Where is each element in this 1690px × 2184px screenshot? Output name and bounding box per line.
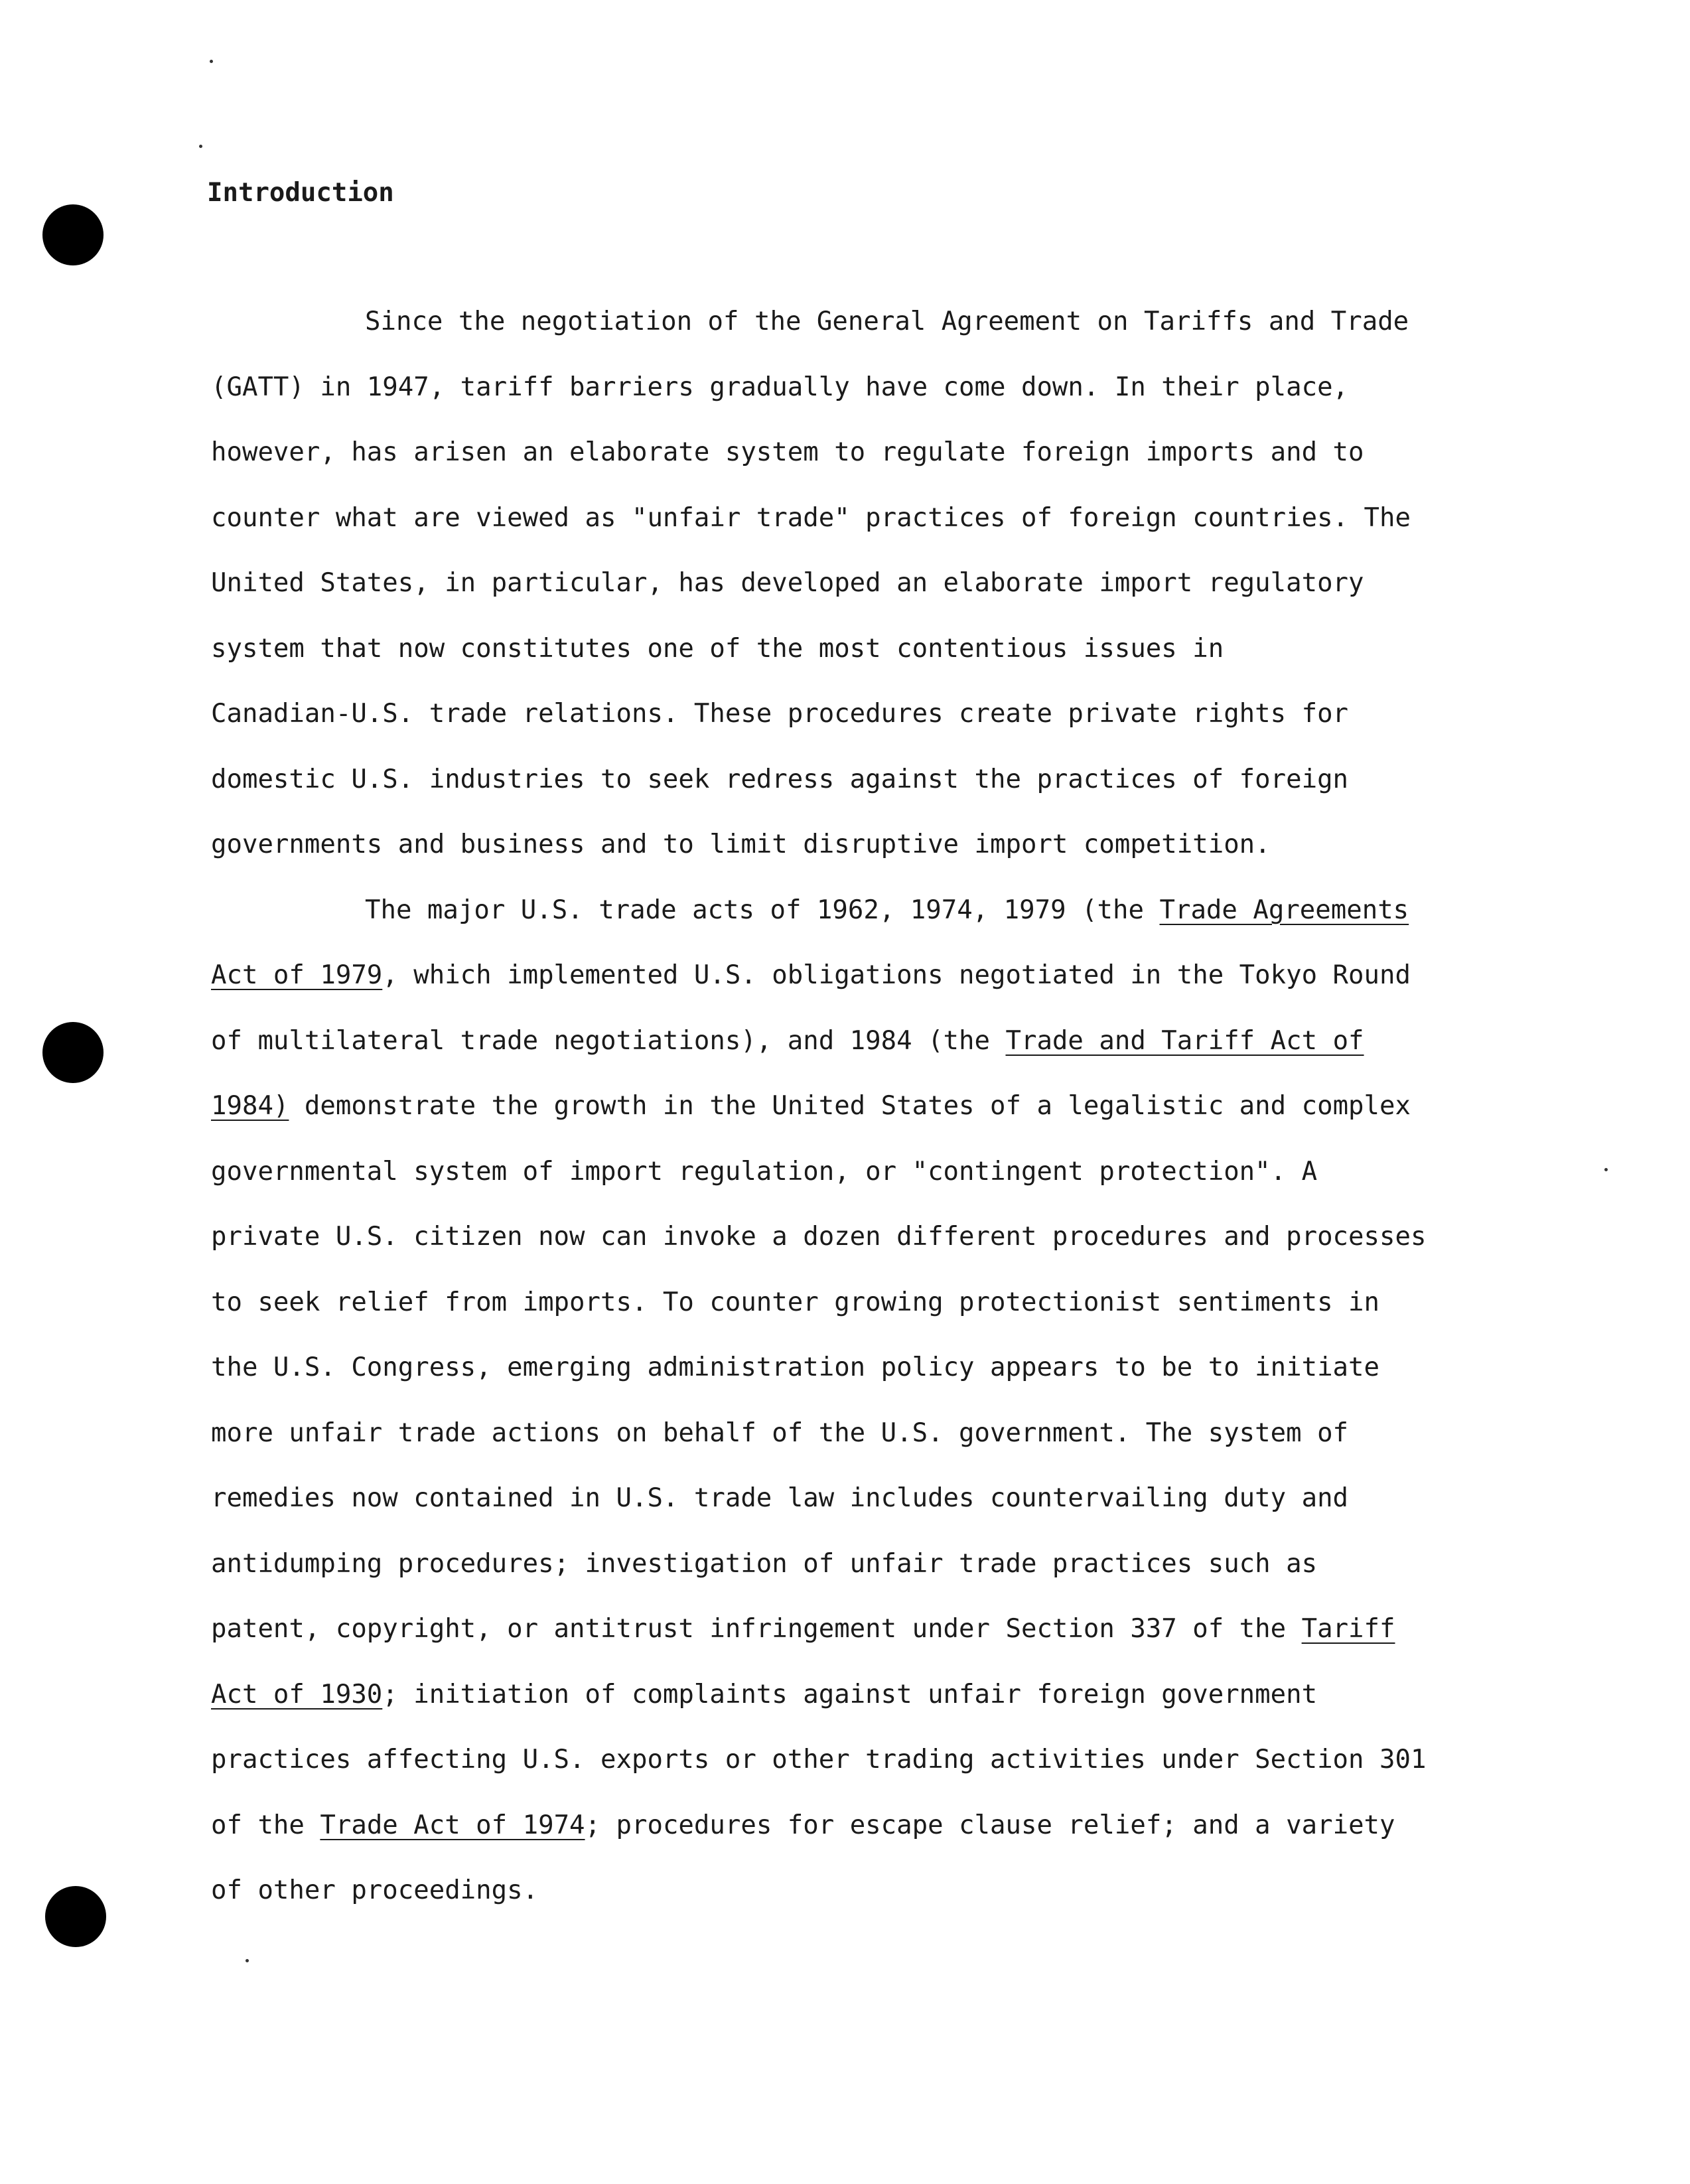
text-line: Since the negotiation of the General Agreement on Tariffs and Trade xyxy=(365,307,1409,336)
text-line: domestic U.S. industries to seek redress against the practices of foreign xyxy=(211,764,1349,794)
text-line: practices affecting U.S. exports or other trading activities under Section 301 xyxy=(211,1745,1427,1775)
text-run: , which implemented U.S. obligations negotiated in the Tokyo Round xyxy=(382,960,1411,990)
text-line: more unfair trade actions on behalf of the U.S. government. The system of xyxy=(211,1418,1349,1448)
text-line xyxy=(211,878,1512,944)
act-title: Act of 1930 xyxy=(211,1679,383,1710)
punch-hole-top xyxy=(42,204,104,265)
act-title: Trade Act of 1974 xyxy=(320,1810,585,1840)
text-line: Canadian-U.S. trade relations. These procedures create private rights for xyxy=(211,699,1349,729)
section-heading: Introduction xyxy=(207,178,394,208)
text-run: ; initiation of complaints against unfair foreign government xyxy=(382,1679,1318,1710)
paragraph-2 xyxy=(211,878,1512,1924)
text-line: governments and business and to limit disruptive import competition. xyxy=(211,830,1271,859)
text-run: of multilateral trade negotiations), and 1984 (the xyxy=(211,1025,1006,1056)
text-line: antidumping procedures; investigation of unfair trade practices such as xyxy=(211,1548,1318,1579)
act-title: Trade Agreements xyxy=(1159,895,1409,925)
text-line: (GATT) in 1947, tariff barriers gradually have come down. In their place, xyxy=(211,372,1349,402)
scan-speck xyxy=(246,1959,249,1962)
punch-hole-middle xyxy=(42,1022,104,1083)
scan-speck xyxy=(1604,1168,1608,1171)
text-line: however, has arisen an elaborate system to regulate foreign imports and to xyxy=(211,437,1364,467)
text-line xyxy=(211,1074,1512,1139)
text-run: ; procedures for escape clause relief; and a variety xyxy=(585,1810,1395,1840)
text-line: system that now constitutes one of the most contentious issues in xyxy=(211,633,1224,664)
text-run: The major U.S. trade acts of 1962, 1974, 1979 (the xyxy=(365,895,1160,925)
body-text xyxy=(211,289,1512,1924)
text-line: to seek relief from imports. To counter growing protectionist sentiments in xyxy=(211,1287,1379,1317)
text-line xyxy=(211,1009,1512,1074)
text-line xyxy=(211,1793,1512,1859)
punch-hole-bottom xyxy=(45,1886,106,1947)
text-line: of other proceedings. xyxy=(211,1875,539,1905)
text-line xyxy=(211,1662,1512,1728)
paragraph-1 xyxy=(211,289,1512,878)
act-title: Act of 1979 xyxy=(211,960,383,990)
text-run: demonstrate the growth in the United States of a legalistic and complex xyxy=(289,1091,1411,1121)
text-line: private U.S. citizen now can invoke a dozen different procedures and processes xyxy=(211,1222,1427,1252)
text-line: the U.S. Congress, emerging administration policy appears to be to initiate xyxy=(211,1352,1379,1382)
text-run: of the xyxy=(211,1810,320,1840)
text-line: governmental system of import regulation, or "contingent protection". A xyxy=(211,1156,1318,1187)
scan-speck xyxy=(210,60,213,63)
act-title: 1984) xyxy=(211,1091,289,1121)
text-run: patent, copyright, or antitrust infringement under Section 337 of the xyxy=(211,1614,1302,1644)
act-title: Tariff xyxy=(1301,1614,1395,1644)
text-line xyxy=(211,1597,1512,1662)
text-line: United States, in particular, has developed an elaborate import regulatory xyxy=(211,568,1364,598)
text-line xyxy=(211,943,1512,1009)
act-title: Trade and Tariff Act of xyxy=(1005,1025,1364,1056)
text-line: remedies now contained in U.S. trade law includes countervailing duty and xyxy=(211,1483,1349,1513)
text-line: counter what are viewed as "unfair trade" practices of foreign countries. The xyxy=(211,502,1411,533)
scan-speck xyxy=(199,145,202,148)
